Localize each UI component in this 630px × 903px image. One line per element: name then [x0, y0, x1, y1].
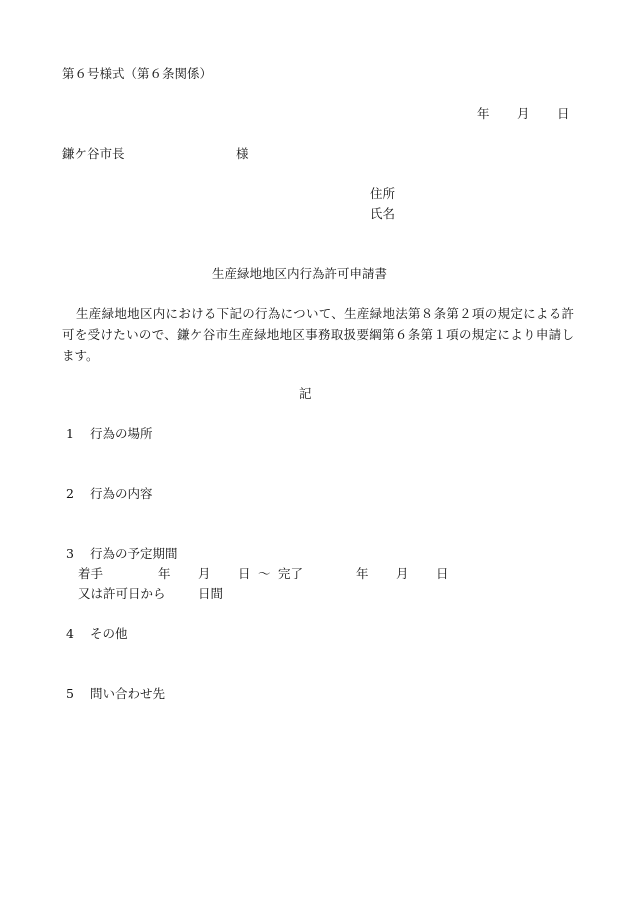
item-label: 行為の内容 [90, 486, 153, 501]
date-day-label: 日 [557, 106, 570, 121]
date-month-label: 月 [517, 106, 530, 121]
period-alt-label: 又は許可日から [78, 586, 166, 601]
item-number: 5 [66, 686, 74, 701]
period-end-month: 月 [396, 566, 409, 581]
addressee-honorific: 様 [236, 146, 249, 161]
period-start-year: 年 [158, 566, 171, 581]
body-paragraph: 生産緑地地区内における下記の行為について、生産緑地法第８条第２項の規定による許可を受けたいので、鎌ケ谷市生産緑地地区事務取扱要綱第６条第１項の規定により申請します。 [62, 306, 574, 363]
document-title: 生産緑地地区内行為許可申請書 [212, 266, 388, 281]
item-label: 行為の予定期間 [90, 546, 178, 561]
period-end-year: 年 [356, 566, 369, 581]
period-end-label: 完了 [278, 566, 304, 581]
item-label: 行為の場所 [90, 426, 153, 441]
period-start-day: 日 [238, 566, 251, 581]
period-start-month: 月 [198, 566, 211, 581]
applicant-address-label: 住所 [370, 186, 396, 201]
ki-heading: 記 [299, 386, 312, 401]
period-end-day: 日 [436, 566, 449, 581]
item-number: 1 [66, 426, 74, 441]
period-start-label: 着手 [78, 566, 104, 581]
period-days-label: 日間 [198, 586, 224, 601]
item-label: 問い合わせ先 [90, 686, 166, 701]
item-number: 4 [66, 626, 74, 641]
item-label: その他 [90, 626, 128, 641]
item-number: 2 [66, 486, 74, 501]
period-tilde: 〜 [258, 566, 271, 581]
applicant-name-label: 氏名 [370, 206, 396, 221]
item-number: 3 [66, 546, 74, 561]
addressee-title: 鎌ケ谷市長 [62, 146, 125, 161]
date-year-label: 年 [477, 106, 490, 121]
form-number: 第６号様式（第６条関係） [62, 66, 213, 81]
